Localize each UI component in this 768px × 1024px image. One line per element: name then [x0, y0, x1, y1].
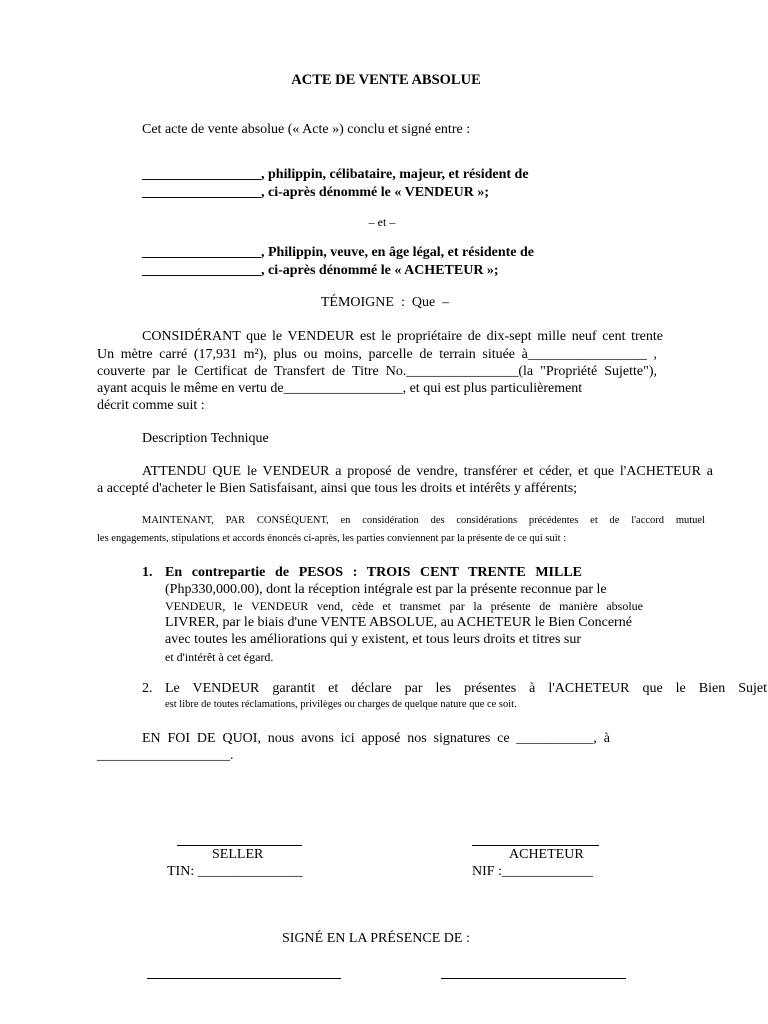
- buyer-signature-line[interactable]: [472, 845, 599, 846]
- et-separator: – et –: [368, 215, 396, 229]
- item-1-line-2: (Php330,000.00), dont la réception intégrale est par la présente reconnue par le: [165, 582, 607, 597]
- maintenant-line-1: MAINTENANT, PAR CONSÉQUENT, en considération des considérations précédentes et de l'accord mutuel: [142, 515, 705, 526]
- intro-paragraph: Cet acte de vente absolue (« Acte ») conclu et signé entre :: [142, 122, 471, 137]
- considerant-line-3: couverte par le Certificat de Transfert de Titre No.________________(la "Propriété Sujette"),: [97, 364, 657, 379]
- buyer-nif-field[interactable]: NIF :_____________: [472, 864, 593, 879]
- attendu-line-2: a accepté d'acheter le Bien Satisfaisant, ainsi que tous les droits et intérêts y afférents;: [97, 481, 578, 496]
- buyer-line-2-text: , ci-après dénommé le « ACHETEUR »;: [261, 263, 499, 278]
- considerant-line-5: décrit comme suit :: [97, 398, 205, 413]
- item-2-line-1: Le VENDEUR garantit et déclare par les présentes à l'ACHETEUR que le Bien Sujet: [165, 681, 767, 696]
- vendor-line-2-text: , ci-après dénommé le « VENDEUR »;: [261, 185, 489, 200]
- item-1-number: 1.: [142, 565, 153, 580]
- vendor-line-1-text: , philippin, célibataire, majeur, et résident de: [261, 167, 529, 182]
- seller-label: SELLER: [212, 847, 264, 862]
- considerant-line-2: Un mètre carré (17,931 m²), plus ou moins, parcelle de terrain située à_________________ ,: [97, 347, 657, 362]
- buyer-line-1: [142, 245, 534, 261]
- item-1-line-1: En contrepartie de PESOS : TROIS CENT TRENTE MILLE: [165, 565, 582, 580]
- buyer-line-2: [142, 263, 499, 279]
- witness-heading: SIGNÉ EN LA PRÉSENCE DE :: [282, 931, 470, 946]
- en-foi-line-1: EN FOI DE QUOI, nous avons ici apposé nos signatures ce ___________, à: [142, 731, 610, 746]
- item-1-line-6: et d'intérêt à cet égard.: [165, 650, 274, 664]
- witness-signature-line-2[interactable]: [441, 978, 626, 979]
- buyer-name-blank[interactable]: _________________: [142, 245, 261, 260]
- witness-signature-line-1[interactable]: [147, 978, 341, 979]
- item-1-line-3: VENDEUR, le VENDEUR vend, cède et transmet par la présente de manière absolue: [165, 599, 643, 613]
- item-1-line-4: LIVRER, par le biais d'une VENTE ABSOLUE, au ACHETEUR le Bien Concerné: [165, 615, 632, 630]
- item-1-line-5: avec toutes les améliorations qui y existent, et tous leurs droits et titres sur: [165, 632, 582, 647]
- buyer-label: ACHETEUR: [509, 847, 584, 862]
- vendor-address-blank[interactable]: _________________: [142, 185, 261, 200]
- vendor-line-1: [142, 167, 529, 183]
- vendor-name-blank[interactable]: _________________: [142, 167, 261, 182]
- description-technique: Description Technique: [142, 431, 269, 446]
- considerant-line-1: CONSIDÉRANT que le VENDEUR est le propriétaire de dix-sept mille neuf cent trente: [142, 329, 663, 344]
- item-2-line-2: est libre de toutes réclamations, privilèges ou charges de quelque nature que ce soit.: [165, 699, 517, 710]
- en-foi-line-2: ___________________.: [97, 748, 234, 763]
- temoigne-heading: TÉMOIGNE : Que –: [320, 295, 450, 310]
- document-title: ACTE DE VENTE ABSOLUE: [291, 72, 481, 88]
- buyer-address-blank[interactable]: _________________: [142, 263, 261, 278]
- maintenant-line-2: les engagements, stipulations et accords énoncés ci-après, les parties conviennent par la présente de ce qui suit :: [97, 533, 567, 544]
- attendu-line-1: ATTENDU QUE le VENDEUR a proposé de vendre, transférer et céder, et que l'ACHETEUR a: [142, 464, 713, 479]
- seller-tin-field[interactable]: TIN: _______________: [167, 864, 303, 879]
- buyer-line-1-text: , Philippin, veuve, en âge légal, et résidente de: [261, 245, 534, 260]
- considerant-line-4: ayant acquis le même en vertu de_________________, et qui est plus particulièrement: [97, 381, 583, 396]
- vendor-line-2: [142, 185, 489, 201]
- item-2-number: 2.: [142, 681, 153, 696]
- seller-signature-line[interactable]: [177, 845, 302, 846]
